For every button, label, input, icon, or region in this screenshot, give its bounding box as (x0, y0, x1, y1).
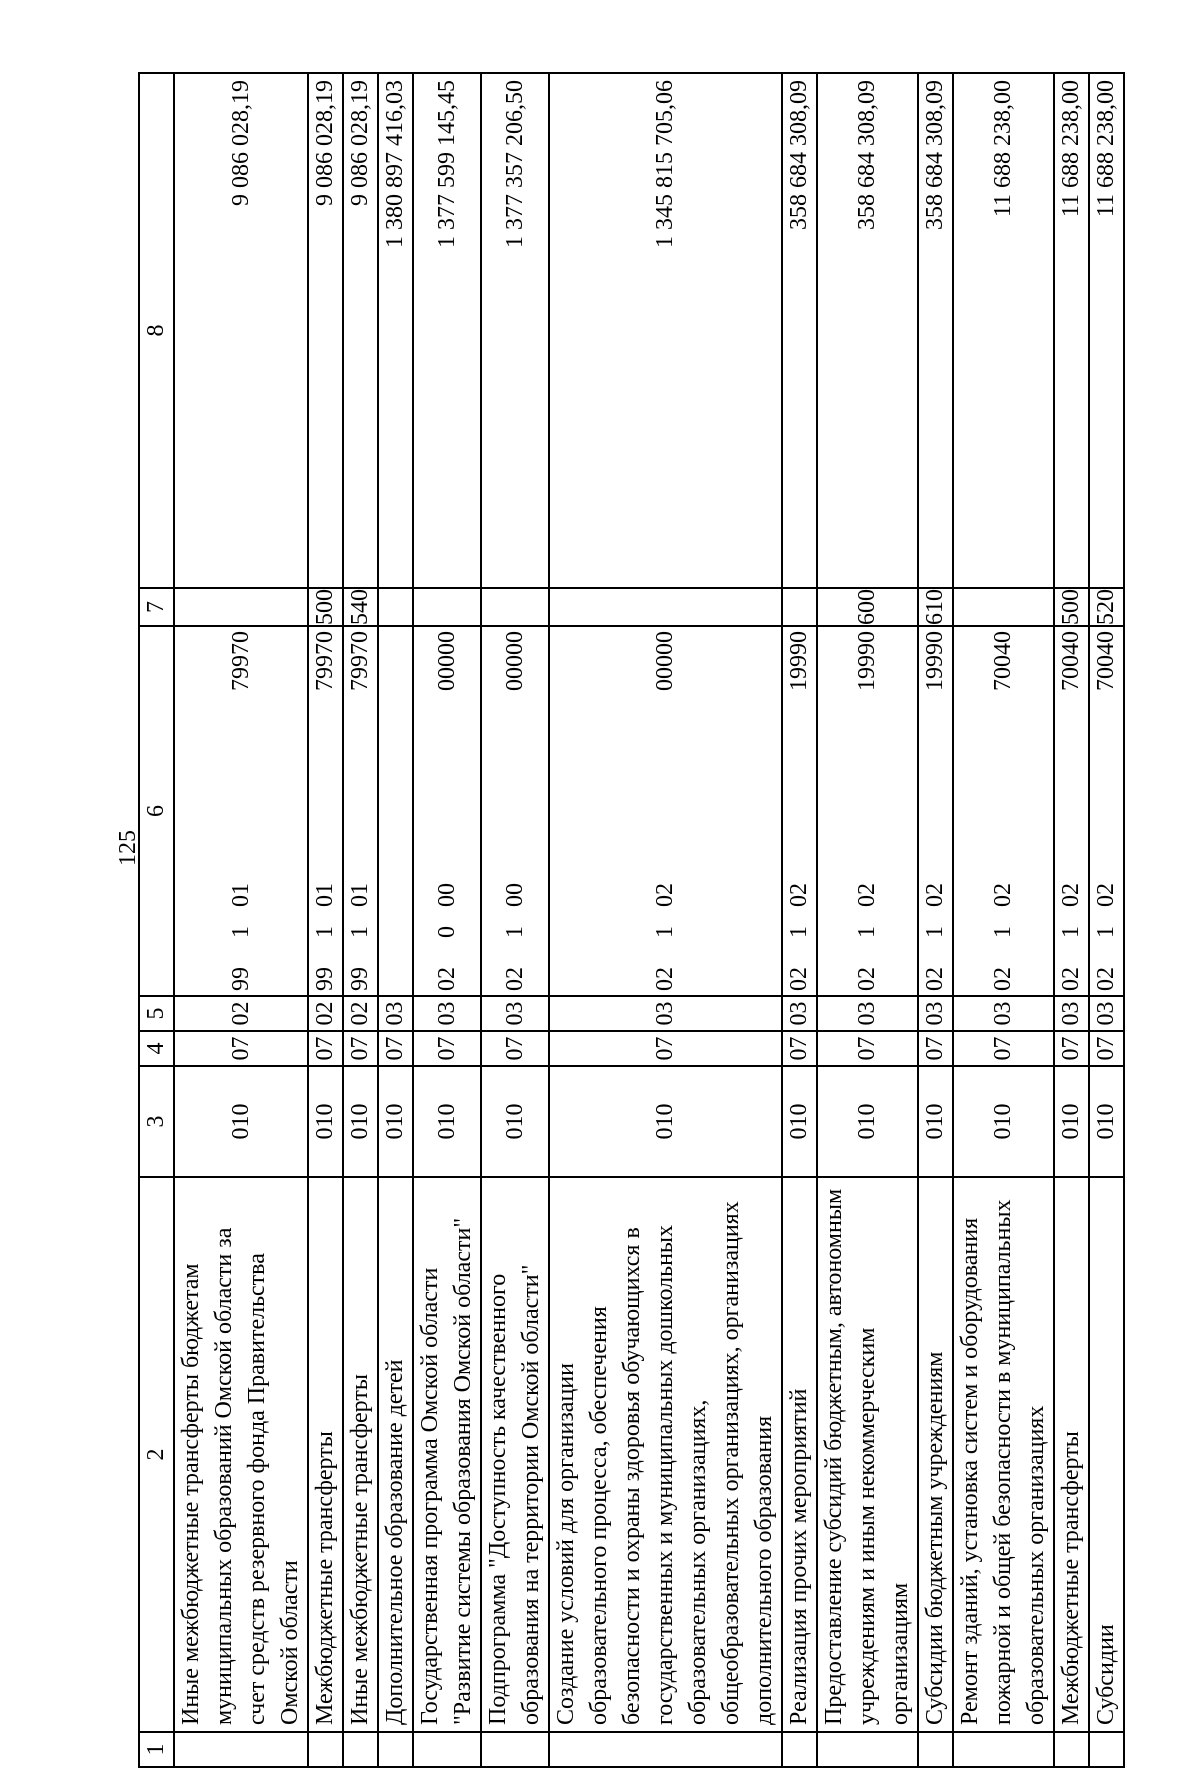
table-row (782, 73, 817, 1767)
cell-sum: 11 688 238,00 (953, 73, 1054, 588)
cell-rz: 07 (918, 1031, 953, 1066)
cell-rz: 07 (343, 1031, 378, 1066)
csr-direction: 00000 (501, 631, 528, 691)
cell-sum: 9 086 028,19 (343, 73, 378, 588)
cell-kvsr: 010 (1054, 1066, 1089, 1177)
cell-sum: 358 684 308,09 (918, 73, 953, 588)
cell-col-1 (308, 1732, 343, 1767)
cell-name: Создание условий для организации образовательного процесса, обеспечения безопасности и охраны здоровья обучающихся в государственных и муниципальных дошкольных образовательных организациях, общеобразовательных организациях, организациях дополнительного образования (549, 1177, 782, 1732)
cell-col-1 (918, 1732, 953, 1767)
cell-csr (782, 626, 817, 996)
header-row (139, 73, 174, 1767)
cell-name: Иные межбюджетные трансферты бюджетам муниципальных образований Омской области за счет средств резервного фонда Правительства Омской области (174, 1177, 308, 1732)
csr-event: 02 (990, 883, 1016, 907)
csr-program: 99 (347, 967, 373, 991)
cell-csr (953, 626, 1054, 996)
cell-pr: 03 (953, 996, 1054, 1031)
cell-vr: 500 (1054, 588, 1089, 626)
csr-subprogram: 1 (347, 926, 373, 938)
csr-direction: 19990 (922, 631, 948, 691)
table-row (413, 73, 481, 1767)
cell-col-1 (953, 1732, 1054, 1767)
table-row (817, 73, 918, 1767)
cell-name: Ремонт зданий, установка систем и оборудования пожарной и общей безопасности в муниципальных образовательных организациях (953, 1177, 1054, 1732)
csr-program: 02 (922, 967, 948, 991)
cell-col-1 (549, 1732, 782, 1767)
csr-program: 02 (786, 967, 812, 991)
csr-direction: 70040 (990, 631, 1016, 691)
cell-vr (378, 588, 413, 626)
cell-sum: 358 684 308,09 (782, 73, 817, 588)
table-body (139, 73, 1124, 1767)
cell-name: Иные межбюджетные трансферты (343, 1177, 378, 1732)
cell-col-1 (378, 1732, 413, 1767)
cell-kvsr: 010 (413, 1066, 481, 1177)
cell-rz: 07 (817, 1031, 918, 1066)
cell-vr: 520 (1089, 588, 1124, 626)
header-col-2: 2 (139, 1177, 174, 1732)
cell-pr: 02 (343, 996, 378, 1031)
cell-col-1 (782, 1732, 817, 1767)
csr-subprogram: 1 (227, 926, 254, 938)
csr-subprogram: 1 (854, 926, 880, 938)
csr-program: 02 (652, 967, 678, 991)
cell-vr (413, 588, 481, 626)
csr-program: 02 (501, 967, 528, 991)
header-col-6: 6 (139, 626, 174, 996)
csr-subprogram: 0 (433, 926, 460, 938)
cell-sum: 1 377 357 206,50 (481, 73, 549, 588)
cell-rz: 07 (174, 1031, 308, 1066)
cell-vr: 610 (918, 588, 953, 626)
header-col-7: 7 (139, 588, 174, 626)
cell-name: Предоставление субсидий бюджетным, автономным учреждениям и иным некоммерческим организациям (817, 1177, 918, 1732)
cell-sum: 1 380 897 416,03 (378, 73, 413, 588)
cell-name: Субсидии (1089, 1177, 1124, 1732)
csr-subprogram: 1 (786, 926, 812, 938)
cell-sum: 11 688 238,00 (1054, 73, 1089, 588)
cell-csr (1089, 626, 1124, 996)
csr-direction: 70040 (1058, 631, 1084, 691)
header-col-5: 5 (139, 996, 174, 1031)
table-row (481, 73, 549, 1767)
csr-program: 02 (1093, 967, 1119, 991)
csr-subprogram: 1 (1058, 926, 1084, 938)
cell-sum: 11 688 238,00 (1089, 73, 1124, 588)
cell-kvsr: 010 (378, 1066, 413, 1177)
cell-pr: 03 (782, 996, 817, 1031)
csr-event: 02 (922, 883, 948, 907)
csr-subprogram: 1 (501, 926, 528, 938)
cell-sum: 1 377 599 145,45 (413, 73, 481, 588)
table-row (918, 73, 953, 1767)
cell-col-1 (174, 1732, 308, 1767)
cell-rz: 07 (782, 1031, 817, 1066)
csr-direction: 19990 (786, 631, 812, 691)
cell-rz: 07 (1089, 1031, 1124, 1066)
cell-rz: 07 (481, 1031, 549, 1066)
csr-subprogram: 1 (312, 926, 338, 938)
csr-event: 01 (347, 883, 373, 907)
table-row (378, 73, 413, 1767)
csr-program: 02 (433, 967, 460, 991)
header-col-8: 8 (139, 73, 174, 588)
csr-program: 02 (854, 967, 880, 991)
header-col-1: 1 (139, 1732, 174, 1767)
cell-pr: 03 (918, 996, 953, 1031)
csr-subprogram: 1 (1093, 926, 1119, 938)
cell-vr (549, 588, 782, 626)
cell-vr (174, 588, 308, 626)
cell-kvsr: 010 (174, 1066, 308, 1177)
cell-kvsr: 010 (481, 1066, 549, 1177)
cell-pr: 02 (308, 996, 343, 1031)
cell-csr (918, 626, 953, 996)
header-col-4: 4 (139, 1031, 174, 1066)
cell-csr (481, 626, 549, 996)
csr-program: 99 (227, 967, 254, 991)
csr-event: 01 (312, 883, 338, 907)
cell-kvsr: 010 (817, 1066, 918, 1177)
csr-subprogram: 1 (922, 926, 948, 938)
csr-direction: 19990 (854, 631, 880, 691)
cell-vr (782, 588, 817, 626)
cell-vr: 500 (308, 588, 343, 626)
cell-pr: 03 (1054, 996, 1089, 1031)
cell-csr (413, 626, 481, 996)
cell-col-1 (413, 1732, 481, 1767)
cell-csr (308, 626, 343, 996)
table-row (1054, 73, 1089, 1767)
table-row (174, 73, 308, 1767)
csr-direction: 79970 (227, 631, 254, 691)
table-row (1089, 73, 1124, 1767)
cell-col-1 (343, 1732, 378, 1767)
cell-pr: 03 (413, 996, 481, 1031)
cell-sum: 9 086 028,19 (308, 73, 343, 588)
cell-pr: 03 (817, 996, 918, 1031)
rotated-table-wrapper (138, 74, 1119, 1768)
cell-name: Реализация прочих мероприятий (782, 1177, 817, 1732)
cell-pr: 03 (1089, 996, 1124, 1031)
cell-sum: 1 345 815 705,06 (549, 73, 782, 588)
csr-event: 02 (652, 883, 678, 907)
cell-col-1 (481, 1732, 549, 1767)
cell-rz: 07 (953, 1031, 1054, 1066)
csr-direction: 00000 (433, 631, 460, 691)
cell-name: Подпрограмма "Доступность качественного образования на территории Омской области" (481, 1177, 549, 1732)
csr-program: 02 (1058, 967, 1084, 991)
cell-pr: 03 (481, 996, 549, 1031)
cell-col-1 (817, 1732, 918, 1767)
cell-csr (174, 626, 308, 996)
cell-col-1 (1089, 1732, 1124, 1767)
cell-csr (549, 626, 782, 996)
csr-event: 02 (1058, 883, 1084, 907)
csr-direction: 79970 (347, 631, 373, 691)
cell-kvsr: 010 (308, 1066, 343, 1177)
csr-subprogram: 1 (652, 926, 678, 938)
cell-name: Субсидии бюджетным учреждениям (918, 1177, 953, 1732)
cell-name: Государственная программа Омской области "Развитие системы образования Омской области" (413, 1177, 481, 1732)
cell-rz: 07 (378, 1031, 413, 1066)
cell-pr: 03 (549, 996, 782, 1031)
header-col-3: 3 (139, 1066, 174, 1177)
cell-csr (1054, 626, 1089, 996)
csr-event: 00 (433, 883, 460, 907)
csr-event: 02 (1093, 883, 1119, 907)
csr-event: 00 (501, 883, 528, 907)
cell-kvsr: 010 (918, 1066, 953, 1177)
cell-csr (378, 626, 413, 996)
csr-event: 02 (786, 883, 812, 907)
table-row (343, 73, 378, 1767)
cell-kvsr: 010 (549, 1066, 782, 1177)
cell-name: Межбюджетные трансферты (308, 1177, 343, 1732)
csr-direction: 70040 (1093, 631, 1119, 691)
cell-csr (343, 626, 378, 996)
cell-vr: 540 (343, 588, 378, 626)
cell-vr (481, 588, 549, 626)
cell-rz: 07 (308, 1031, 343, 1066)
csr-direction: 00000 (652, 631, 678, 691)
csr-event: 01 (227, 883, 254, 907)
cell-pr: 02 (174, 996, 308, 1031)
cell-kvsr: 010 (343, 1066, 378, 1177)
table-row (953, 73, 1054, 1767)
cell-pr: 03 (378, 996, 413, 1031)
budget-table (138, 72, 1125, 1768)
cell-sum: 358 684 308,09 (817, 73, 918, 588)
csr-event: 02 (854, 883, 880, 907)
cell-name: Дополнительное образование детей (378, 1177, 413, 1732)
page-number: 125 (115, 830, 141, 866)
cell-rz: 07 (549, 1031, 782, 1066)
csr-program: 02 (990, 967, 1016, 991)
cell-kvsr: 010 (1089, 1066, 1124, 1177)
cell-rz: 07 (1054, 1031, 1089, 1066)
csr-subprogram: 1 (990, 926, 1016, 938)
csr-direction: 79970 (312, 631, 338, 691)
cell-col-1 (1054, 1732, 1089, 1767)
cell-vr: 600 (817, 588, 918, 626)
table-row (308, 73, 343, 1767)
cell-vr (953, 588, 1054, 626)
cell-rz: 07 (413, 1031, 481, 1066)
cell-kvsr: 010 (953, 1066, 1054, 1177)
cell-csr (817, 626, 918, 996)
cell-kvsr: 010 (782, 1066, 817, 1177)
table-row (549, 73, 782, 1767)
cell-sum: 9 086 028,19 (174, 73, 308, 588)
csr-program: 99 (312, 967, 338, 991)
cell-name: Межбюджетные трансферты (1054, 1177, 1089, 1732)
